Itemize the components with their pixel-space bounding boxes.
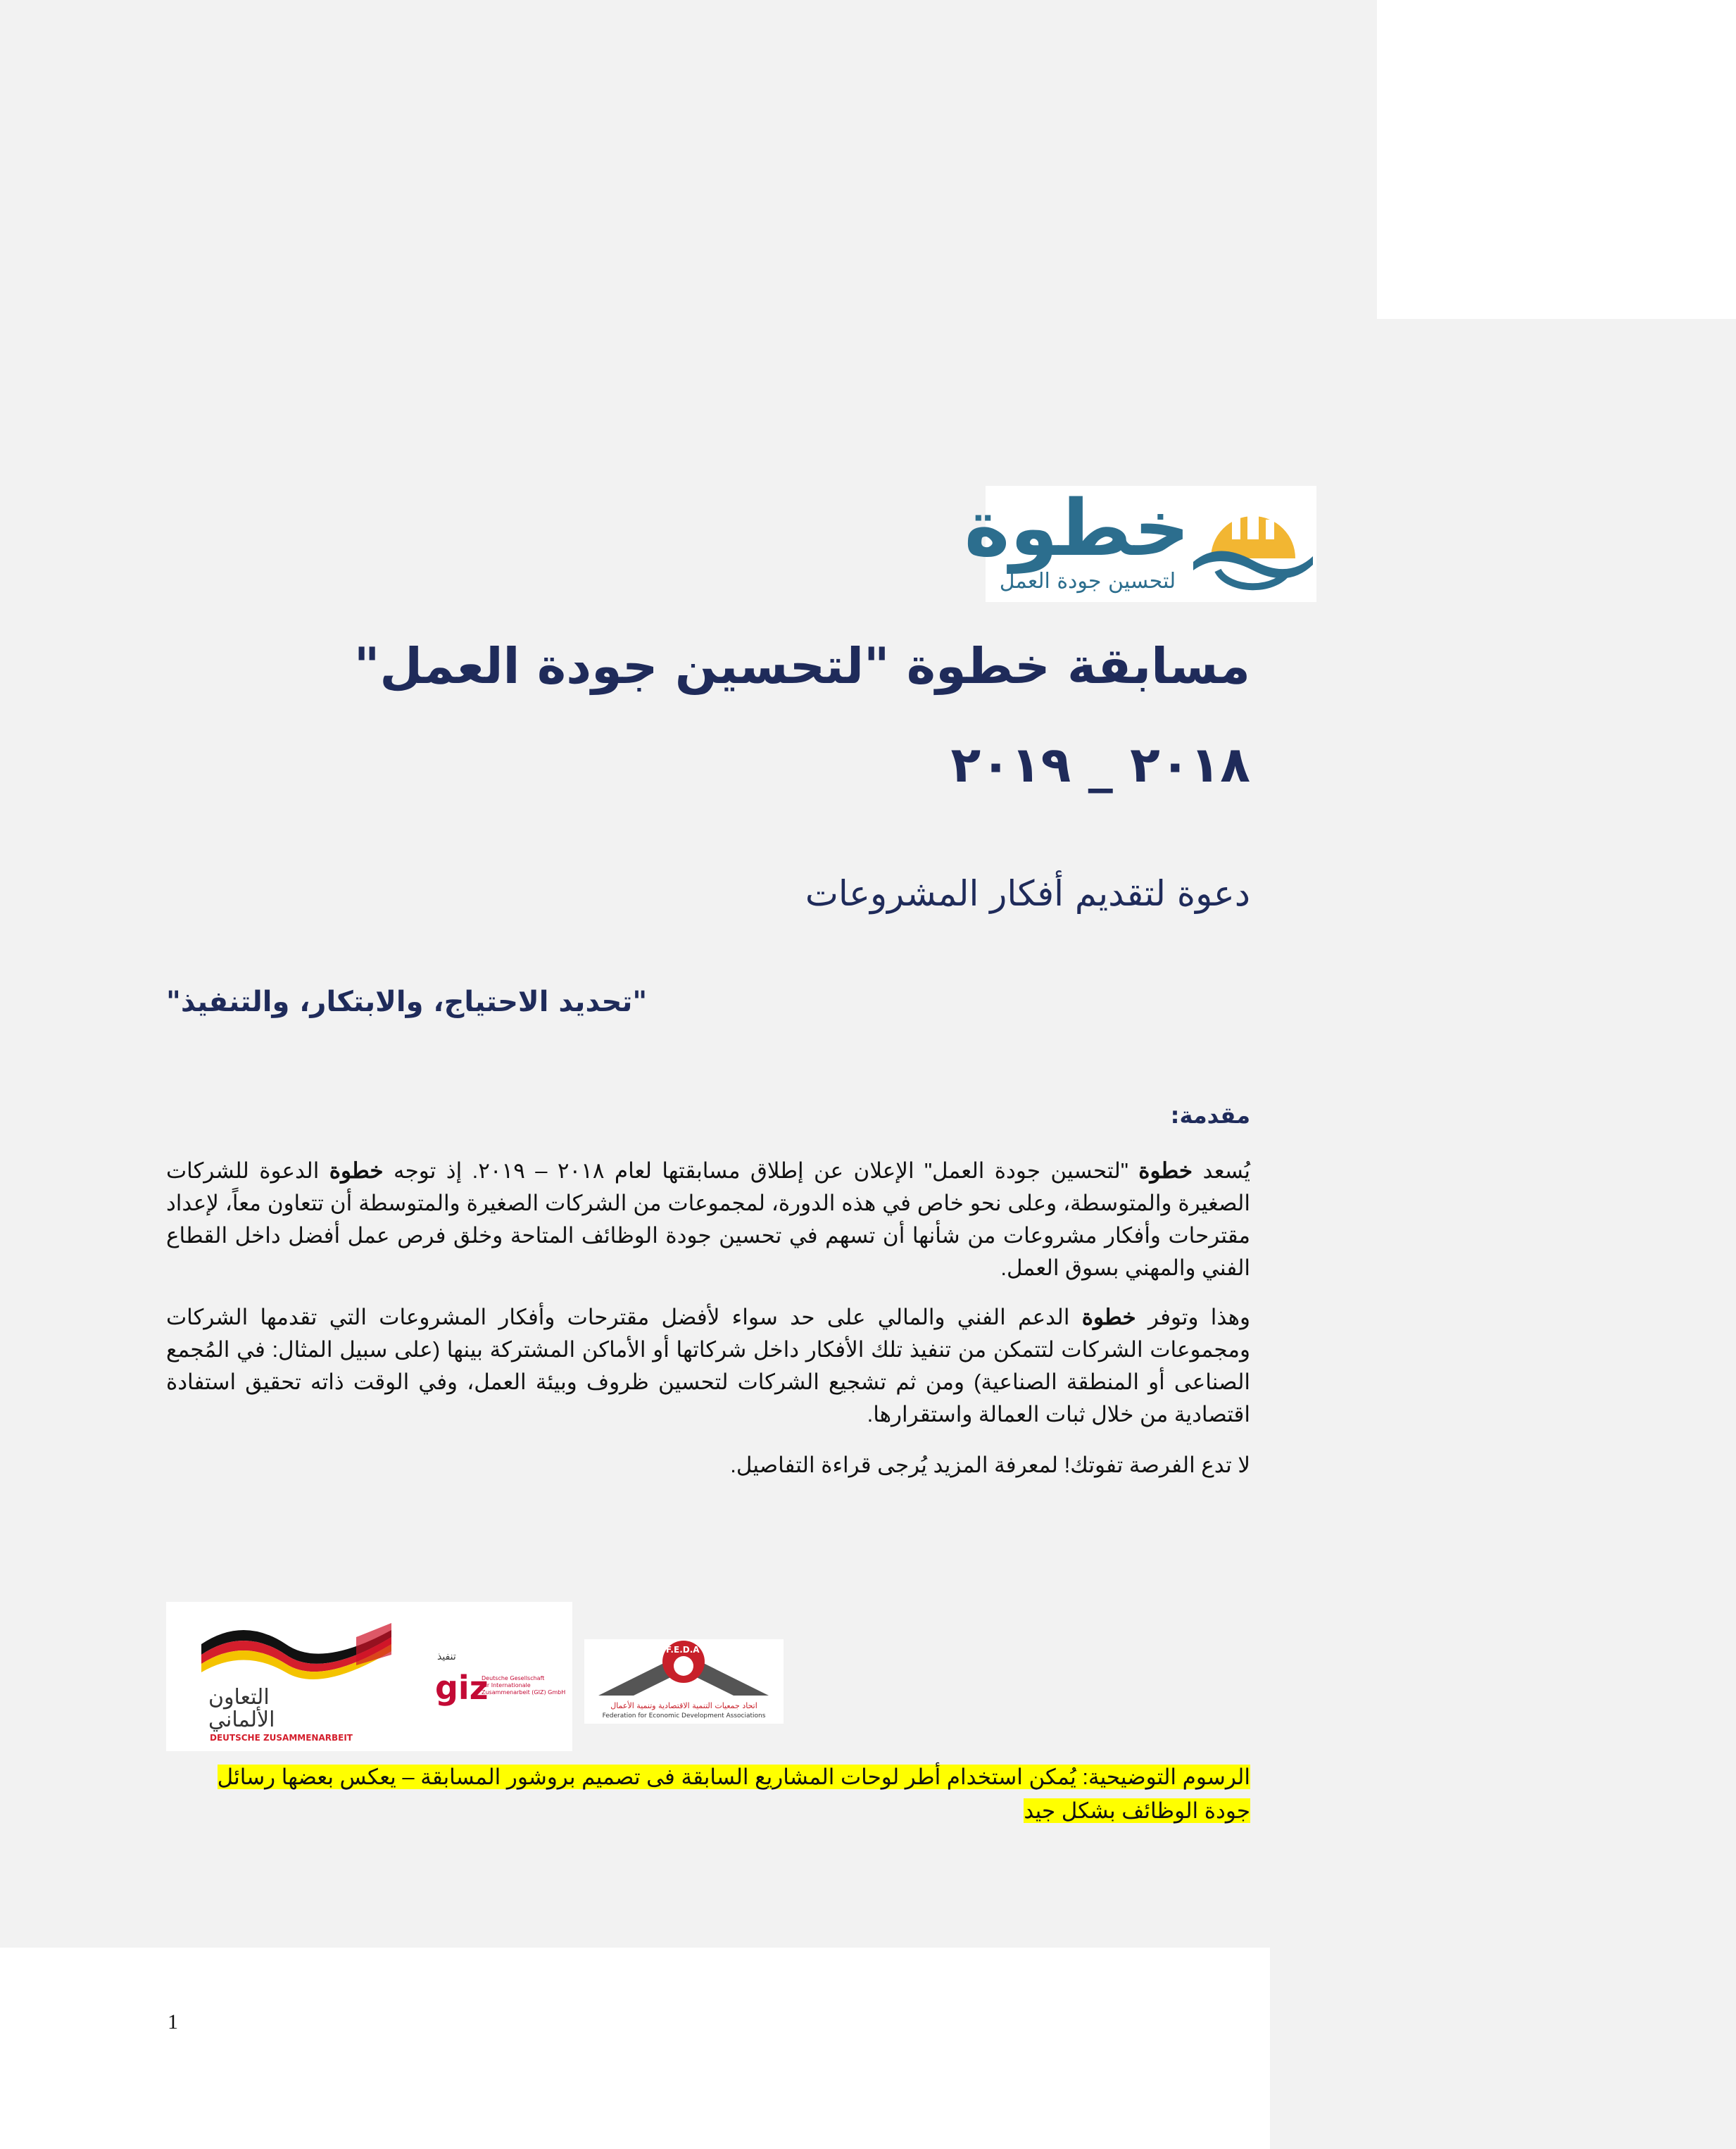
intro-paragraph-2 [166, 1301, 1250, 1431]
giz-wordmark: giz [435, 1669, 489, 1707]
implement-label: تنفيذ [437, 1651, 456, 1662]
subtitle: دعوة لتقديم أفكار المشروعات [805, 873, 1250, 914]
logo-tagline: لتحسين جودة العمل [999, 569, 1176, 594]
title-years: ٢٠١٨ _ ٢٠١٩ [950, 736, 1250, 794]
slogan: "تحديد الاحتياج، والابتكار، والتنفيذ" [166, 986, 648, 1018]
giz-fullname [482, 1675, 565, 1696]
khatwa-logo [964, 483, 1316, 602]
text-span: وهذا وتوفر [1136, 1305, 1251, 1329]
text-span: الدعم الفني والمالي على حد سواء لأفضل مقترحات وأفكار المشروعات التي تقدمها الشركات ومجموعات الشركات لتتمكن من تنفيذ تلك الأفكار داخل شركاتها أو الأماكن المشتركة بينها (على سبيل المثال: في المُجمع الصناعى أو المنطقة الصناعية) ومن ثم تشجيع الشركات لتحسين ظروف وبيئة العمل، وفي الوقت ذاته تحقيق استفادة اقتصادية من خلال ثبات العمالة واستقرارها. [166, 1305, 1250, 1427]
cooperation-en: DEUTSCHE ZUSAMMENARBEIT [210, 1733, 353, 1743]
logo-emblem-icon [1190, 491, 1316, 597]
page-footer-white [0, 1948, 1270, 2149]
flag-ribbon-icon [194, 1616, 398, 1686]
text-span: "لتحسين جودة العمل" الإعلان عن إطلاق مسابقتها لعام ٢٠١٨ – ٢٠١٩. إذ توجه [383, 1158, 1139, 1183]
illustration-note [166, 1760, 1250, 1828]
intro-paragraph-1 [166, 1155, 1250, 1284]
feda-ar: اتحاد جمعيات التنمية الاقتصادية وتنمية الأعمال [610, 1701, 757, 1710]
bold-khatwa: خطوة [1081, 1305, 1136, 1329]
text-span: الدعوة للشركات الصغيرة والمتوسطة، وعلى نحو خاص في هذه الدورة، لمجموعات من الشركات الصغيرة والمتوسطة أن تتعاون معاً، لإعداد مقترحات وأفكار مشروعات من شأنها أن تسهم في تحسين جودة الوظائف المتاحة وخلق فرص عمل أفضل داخل القطاع الفني والمهني بسوق العمل. [166, 1158, 1250, 1280]
bold-khatwa: خطوة [1138, 1158, 1193, 1183]
intro-paragraph-3: لا تدع الفرصة تفوتك! لمعرفة المزيد يُرجى قراءة التفاصيل. [730, 1453, 1250, 1477]
highlighted-caption: الرسوم التوضيحية: يُمكن استخدام أطر لوحات المشاريع السابقة فى تصميم بروشور المسابقة – يعكس بعضها رسائل جودة الوظائف بشكل جيد [217, 1765, 1250, 1823]
giz-sub-3: Zusammenarbeit (GIZ) GmbH [482, 1689, 566, 1696]
giz-sub-1: Deutsche Gesellschaft [482, 1675, 545, 1681]
page-number: 1 [168, 2010, 178, 2034]
bold-khatwa: خطوة [329, 1158, 384, 1183]
feda-logo [584, 1639, 784, 1724]
feda-en: Federation for Economic Development Associations [602, 1712, 766, 1719]
giz-sub-2: für Internationale [482, 1682, 531, 1689]
logo-wordmark: خطوة [964, 483, 1190, 573]
text-span: يُسعد [1193, 1158, 1251, 1183]
page-corner-white [1377, 0, 1736, 319]
cooperation-ar-1: التعاون [208, 1685, 270, 1710]
cooperation-ar-2: الألماني [208, 1708, 275, 1732]
feda-badge-text: F.E.D.A [666, 1645, 700, 1655]
german-cooperation-giz-logo [166, 1602, 572, 1751]
intro-heading: مقدمة: [1170, 1102, 1250, 1129]
page-title: مسابقة خطوة "لتحسين جودة العمل" [353, 637, 1250, 695]
